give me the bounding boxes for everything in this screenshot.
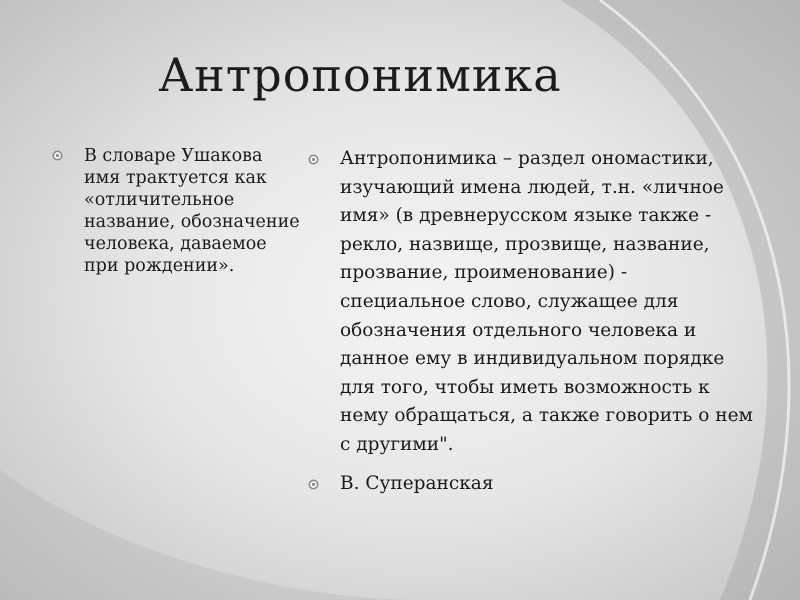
list-item xyxy=(308,470,756,499)
circle-bullet-icon xyxy=(52,150,63,161)
circle-bullet-icon xyxy=(308,154,319,165)
list-item-text: Антропонимика – раздел ономастики, изучающий имена людей, т.н. «личное имя» (в древнерусском языке также - рекло, назвище, прозвище, название, прозвание, проименование) - специальное слово, служащее для обозначения отдельного человека и данное ему в индивидуальном порядке для того, чтобы иметь возможность к нему обращаться, а также говорить о нем с другими". xyxy=(340,148,753,455)
list-item xyxy=(308,145,756,460)
list-item xyxy=(52,145,302,277)
slide-title: Антропонимика xyxy=(158,48,562,102)
list-item-text: В словаре Ушакова имя трактуется как «отличительное название, обозначение человека, даваемое при рождении». xyxy=(84,146,300,276)
left-column xyxy=(52,145,302,287)
list-item-text: В. Суперанская xyxy=(340,472,494,494)
right-column xyxy=(308,145,756,508)
circle-bullet-icon xyxy=(308,479,319,490)
